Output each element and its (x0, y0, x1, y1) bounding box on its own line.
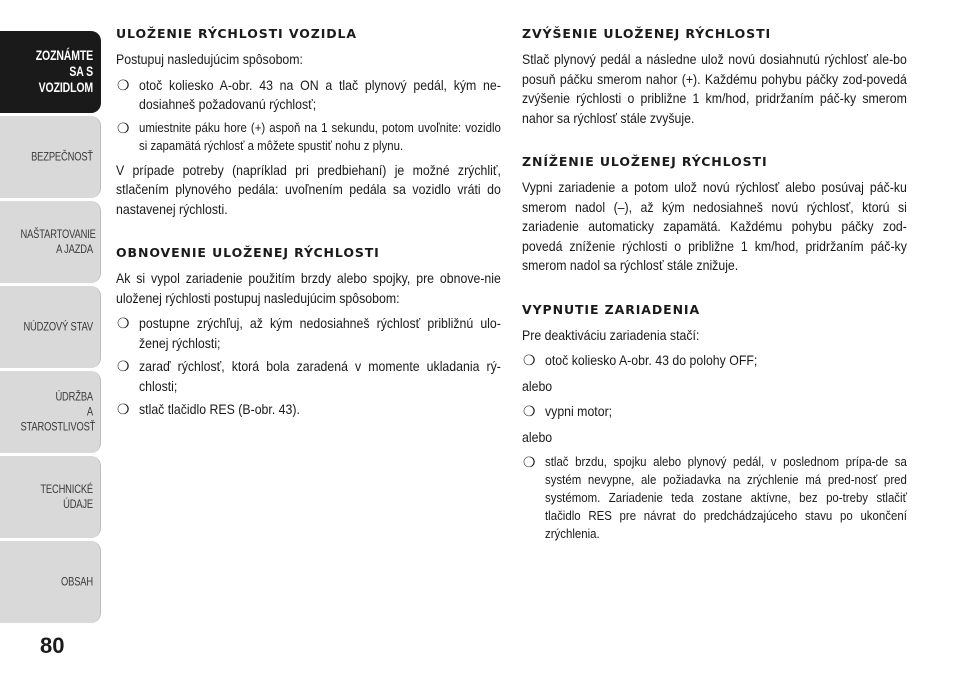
bullet-icon: ❍ (117, 315, 130, 331)
section-heading: ZVÝŠENIE ULOŽENEJ RÝCHLOSTI (522, 26, 772, 41)
bullet-list (522, 453, 907, 543)
bullet-list (522, 402, 907, 422)
tab-label: NAŠTARTOVANIE A JAZDA (20, 227, 96, 256)
tab-bezpecnost[interactable] (0, 116, 101, 198)
bullet-icon: ❍ (523, 403, 536, 419)
paragraph: Ak si vypol zariadenie použitím brzdy alebo spojky, pre obnove-nie uloženej rýchlosti postupuj nasledujúcim spôsobom: (116, 270, 501, 306)
list-item: ❍ otoč koliesko A-obr. 43 do polohy OFF; (522, 351, 907, 371)
right-column (522, 18, 907, 549)
paragraph: V prípade potreby (napríklad pri predbiehaní) je možné zrýchliť, stlačením plynového pedála: uvoľnením pedála sa vozidlo vráti do nastavenej rýchlosti. (116, 161, 501, 217)
list-item: ❍ otoč koliesko A-obr. 43 na ON a tlač plynový pedál, kým ne-dosiahneš požadovanú rýchlosť; (117, 76, 501, 112)
paragraph: Stlač plynový pedál a následne ulož novú dosiahnutú rýchlosť ale-bo posuň páčku smerom nahor (+). Každému pohybu páčky zod-povedá zvýšenie rýchlosti o približne 1 km/hod, pridržaním páč-ky smerom nahor sa rýchlosť stále zvyšuje. (522, 51, 907, 126)
tab-label: TECHNICKÉ ÚDAJE (40, 482, 93, 511)
bullet-icon: ❍ (523, 454, 536, 470)
tab-label: ÚDRŽBA A STAROSTLIVOSŤ (20, 389, 96, 434)
bullet-icon: ❍ (117, 76, 130, 93)
paragraph: Vypni zariadenie a potom ulož novú rýchlosť alebo posúvaj páč-ku smerom nadol (–), až kým nedosiahneš novú rýchlosť, ktorú si zariadenie automaticky zapamätá. Každému pohybu páčky zod-povedá zníženie rýchlosti o približne 1 km/hod, pridržaním páč-ky smerom nadol sa rýchlosť stále znižuje. (522, 179, 907, 273)
list-item: ❍ umiestnite páku hore (+) aspoň na 1 sekundu, potom uvoľnite: vozidlo si zapamätá rýchlosť a môžete spustiť nohu z plynu. (117, 119, 501, 153)
list-item: ❍ vypni motor; (522, 402, 907, 422)
paragraph: Pre deaktiváciu zariadenia stačí: (522, 326, 700, 343)
paragraph: alebo (522, 428, 553, 445)
tab-nastartovanie-a-jazda[interactable] (0, 201, 101, 283)
paragraph: alebo (522, 377, 553, 394)
list-item: ❍ postupne zrýchľuj, až kým nedosiahneš rýchlosť približnú ulo-ženej rýchlosti; (117, 315, 501, 351)
bullet-list (116, 314, 501, 420)
bullet-icon: ❍ (523, 352, 536, 368)
page-number: 80 (40, 633, 65, 658)
tab-label: NÚDZOVÝ STAV (23, 319, 93, 334)
bullet-icon: ❍ (117, 119, 130, 136)
list-item: ❍ zaraď rýchlosť, ktorá bola zaradená v momente ukladania rý-chlosti; (117, 358, 501, 394)
bullet-list (116, 76, 501, 155)
list-item: ❍ stlač brzdu, spojku alebo plynový pedál, v poslednom prípa-de sa systém nevypne, ale požiadavka na zrýchlenie má pred-nosť pred systémom. Zariadenie teda zostane aktívne, bez po-treby stlačiť tlačidlo RES pre návrat do predchádzajúceho stavu po ukončení zrýchlenia. (523, 454, 907, 541)
tab-udrzba-a-starostlivost[interactable] (0, 371, 101, 453)
left-column (116, 18, 501, 426)
paragraph: Postupuj nasledujúcim spôsobom: (116, 51, 303, 67)
list-item: ❍ stlač tlačidlo RES (B-obr. 43). (116, 400, 501, 420)
tab-technicke-udaje[interactable] (0, 456, 101, 538)
section-heading: ZNÍŽENIE ULOŽENEJ RÝCHLOSTI (522, 154, 768, 169)
section-heading: ULOŽENIE RÝCHLOSTI VOZIDLA (116, 26, 357, 41)
tab-label: BEZPEČNOSŤ (31, 149, 93, 164)
tab-label: ZOZNÁMTE SA S VOZIDLOM (35, 48, 93, 95)
bullet-icon: ❍ (117, 358, 130, 374)
tab-zoznamte-sa-s-vozidlom[interactable] (0, 31, 101, 113)
section-heading: VYPNUTIE ZARIADENIA (522, 301, 701, 317)
section-heading: OBNOVENIE ULOŽENEJ RÝCHLOSTI (116, 245, 380, 260)
tab-nudzovy-stav[interactable] (0, 286, 101, 368)
bullet-list (522, 351, 907, 371)
tab-obsah[interactable] (0, 541, 101, 623)
tab-label: OBSAH (61, 574, 93, 589)
bullet-icon: ❍ (117, 401, 130, 417)
